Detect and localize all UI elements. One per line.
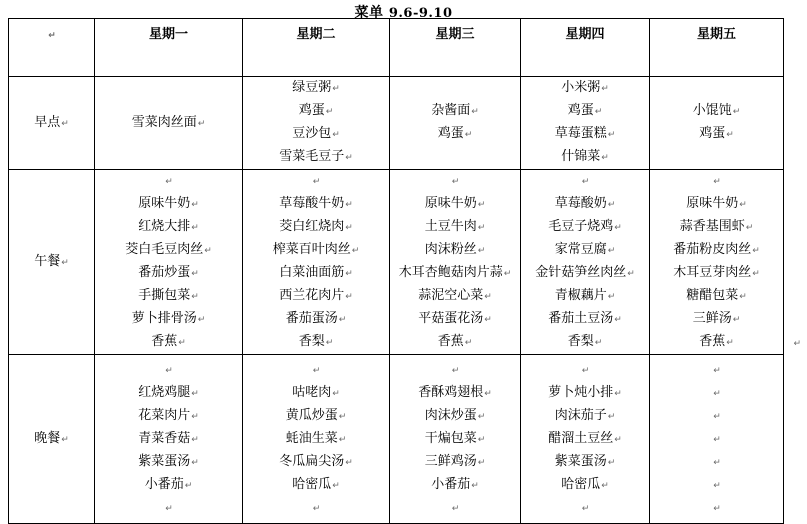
- paragraph-mark: ↵: [345, 269, 353, 279]
- day-header: [95, 19, 243, 77]
- dish-name: 蚝油生菜: [285, 430, 338, 446]
- dish-line: [650, 474, 783, 497]
- menu-cell: [95, 170, 243, 355]
- dish-line: [243, 359, 389, 382]
- dish-name: 紫菜蛋汤: [138, 453, 191, 469]
- dish-line: [521, 497, 649, 520]
- dish-line: [243, 170, 389, 193]
- paragraph-mark: ↵: [581, 177, 590, 187]
- dish-line: [243, 331, 389, 354]
- dish-name: 草莓蛋糕: [554, 126, 607, 141]
- meal-label-cell: [9, 355, 95, 524]
- dish-name: 家常豆腐: [554, 242, 607, 257]
- paragraph-mark: ↵: [345, 153, 353, 163]
- dish-name: 萝卜炖小排: [548, 384, 614, 400]
- dish-line: [521, 382, 649, 405]
- dish-line: [521, 308, 649, 331]
- dish-line: [95, 474, 242, 497]
- paragraph-mark: ↵: [325, 107, 334, 117]
- dish-line: [243, 497, 389, 520]
- dish-name: 鸡蛋: [437, 126, 464, 141]
- header-row: [9, 19, 784, 77]
- meal-label: 早点: [34, 114, 61, 130]
- paragraph-mark: ↵: [165, 503, 173, 514]
- dish-line: [390, 193, 520, 216]
- dish-line: [390, 239, 520, 262]
- meal-label-cell: [9, 77, 95, 170]
- dish-name: 番茄土豆汤: [548, 311, 614, 326]
- paragraph-mark: ↵: [191, 434, 199, 445]
- dish-line: [390, 170, 520, 193]
- dish-name: 蒜香基围虾: [679, 219, 745, 234]
- dish-line: [650, 216, 783, 239]
- paragraph-mark: ↵: [752, 246, 760, 256]
- menu-cell: [390, 355, 521, 524]
- meal-label: 午餐: [34, 253, 61, 269]
- dish-line: [243, 428, 389, 451]
- dish-name: 香酥鸡翅根: [418, 384, 484, 400]
- paragraph-mark: ↵: [312, 503, 321, 514]
- dish-name: 木耳豆芽肉丝: [673, 265, 752, 280]
- dish-name: 西兰花肉片: [279, 288, 345, 303]
- paragraph-mark: ↵: [204, 246, 212, 256]
- corner-cell: [9, 19, 95, 77]
- paragraph-mark: ↵: [184, 480, 193, 491]
- paragraph-mark: ↵: [191, 200, 199, 210]
- paragraph-mark: ↵: [332, 480, 340, 491]
- dish-line: [650, 123, 783, 146]
- paragraph-mark: ↵: [477, 246, 486, 256]
- dish-line: [521, 123, 649, 146]
- dish-line: [650, 497, 783, 520]
- day-header: [243, 19, 390, 77]
- dish-name: 冬瓜扁尖汤: [279, 453, 345, 469]
- dish-line: [521, 262, 649, 285]
- paragraph-mark: ↵: [191, 292, 199, 302]
- dish-line: [521, 405, 649, 428]
- paragraph-mark: ↵: [61, 434, 69, 445]
- dish-line: [390, 262, 520, 285]
- dish-name: 豆沙包: [292, 126, 332, 141]
- paragraph-mark: ↵: [607, 246, 616, 256]
- dish-line: [650, 285, 783, 308]
- dish-line: [243, 382, 389, 405]
- dish-line: [243, 308, 389, 331]
- paragraph-mark: ↵: [332, 388, 340, 399]
- dish-name: 香蕉: [151, 334, 178, 349]
- paragraph-mark: ↵: [451, 365, 460, 376]
- dish-line: [390, 451, 520, 474]
- paragraph-mark: ↵: [713, 457, 721, 468]
- dish-name: 三鲜鸡汤: [424, 453, 477, 469]
- dish-line: [650, 170, 783, 193]
- menu-cell: [650, 170, 784, 355]
- dish-name: 草莓酸奶: [554, 196, 607, 211]
- dish-line: [650, 100, 783, 123]
- paragraph-mark: ↵: [581, 365, 590, 376]
- dish-line: [650, 359, 783, 382]
- dish-line: [95, 451, 242, 474]
- paragraph-mark: ↵: [191, 269, 199, 279]
- paragraph-mark: ↵: [61, 257, 69, 268]
- dish-name: 醋溜土豆丝: [548, 430, 614, 446]
- paragraph-mark: ↵: [752, 269, 760, 279]
- dish-name: 肉沫茄子: [554, 407, 607, 423]
- dish-line: [650, 262, 783, 285]
- dish-name: 小番茄: [431, 476, 471, 492]
- dish-name: 干煸包菜: [424, 430, 477, 446]
- dish-line: [243, 100, 389, 123]
- day-header: [650, 19, 784, 77]
- paragraph-mark: ↵: [503, 269, 512, 279]
- dish-line: [95, 405, 242, 428]
- dish-name: 原味牛奶: [138, 196, 191, 211]
- paragraph-mark: ↵: [471, 480, 479, 491]
- paragraph-mark: ↵: [451, 177, 460, 187]
- paragraph-mark: ↵: [614, 223, 622, 233]
- paragraph-mark: ↵: [713, 480, 721, 491]
- paragraph-mark: ↵: [464, 338, 473, 348]
- dish-line: [390, 428, 520, 451]
- paragraph-mark: ↵: [581, 503, 590, 514]
- dish-line: [650, 428, 783, 451]
- paragraph-mark: ↵: [614, 388, 622, 399]
- dish-name: 鸡蛋: [567, 103, 594, 118]
- dish-name: 咕咾肉: [292, 384, 332, 400]
- paragraph-mark: ↵: [345, 200, 353, 210]
- dish-line: [95, 262, 242, 285]
- paragraph-mark: ↵: [345, 292, 353, 302]
- dish-line: [521, 474, 649, 497]
- paragraph-mark: ↵: [312, 177, 321, 187]
- dish-line: [243, 193, 389, 216]
- paragraph-mark: ↵: [197, 118, 206, 129]
- dish-name: 红烧大排: [138, 219, 191, 234]
- day-header-label: 星期五: [696, 27, 736, 42]
- dish-name: 三鲜汤: [692, 311, 732, 326]
- dish-line: [650, 382, 783, 405]
- paragraph-mark: ↵: [471, 107, 479, 117]
- day-header: [390, 19, 521, 77]
- dish-line: [521, 100, 649, 123]
- paragraph-mark: ↵: [607, 411, 616, 422]
- dish-name: 原味牛奶: [424, 196, 477, 211]
- dish-name: 雪菜毛豆子: [279, 149, 345, 164]
- menu-cell: [243, 170, 390, 355]
- paragraph-mark: ↵: [191, 411, 199, 422]
- paragraph-mark: ↵: [484, 292, 492, 302]
- paragraph-mark: ↵: [325, 338, 334, 348]
- paragraph-mark: ↵: [607, 292, 616, 302]
- dish-name: 绿豆粥: [292, 80, 332, 95]
- paragraph-mark: ↵: [726, 130, 734, 140]
- dish-line: [390, 497, 520, 520]
- paragraph-mark: ↵: [477, 200, 486, 210]
- paragraph-mark: ↵: [484, 315, 492, 325]
- dish-line: [650, 331, 783, 354]
- dish-name: 榨菜百叶肉丝: [272, 242, 351, 257]
- dish-name: 青椒藕片: [554, 288, 607, 303]
- paragraph-mark: ↵: [332, 130, 340, 140]
- paragraph-mark: ↵: [607, 457, 616, 468]
- dish-name: 鸡蛋: [298, 103, 325, 118]
- paragraph-mark: ↵: [607, 130, 616, 140]
- row-end-mark: ↵: [793, 339, 801, 349]
- paragraph-mark: ↵: [713, 365, 721, 376]
- dish-name: 小番茄: [144, 476, 184, 492]
- dish-name: 土豆牛肉: [424, 219, 477, 234]
- dish-line: [95, 497, 242, 520]
- dish-name: 肉沫炒蛋: [424, 407, 477, 423]
- dish-name: 番茄炒蛋: [138, 265, 191, 280]
- dish-line: [390, 308, 520, 331]
- dish-name: 小米粥: [561, 80, 601, 95]
- dish-line: [650, 193, 783, 216]
- menu-cell: [521, 77, 650, 170]
- dish-line: [95, 428, 242, 451]
- dish-name: 香蕉: [437, 334, 464, 349]
- dish-name: 香蕉: [699, 334, 726, 349]
- dish-line: [95, 331, 242, 354]
- dish-line: [521, 77, 649, 100]
- day-header-label: 星期四: [565, 27, 605, 42]
- dish-line: [390, 285, 520, 308]
- dish-line: [243, 474, 389, 497]
- menu-title-text: 菜单: [354, 5, 384, 21]
- paragraph-mark: ↵: [607, 200, 616, 210]
- paragraph-mark: ↵: [713, 388, 721, 399]
- dish-name: 紫菜蛋汤: [554, 453, 607, 469]
- dish-line: [521, 193, 649, 216]
- paragraph-mark: ↵: [332, 84, 340, 94]
- dish-line: [521, 428, 649, 451]
- paragraph-mark: ↵: [477, 411, 486, 422]
- dish-line: [390, 100, 520, 123]
- dish-name: 青菜香菇: [138, 430, 191, 446]
- dish-name: 金针菇笋丝肉丝: [535, 265, 627, 280]
- dish-name: 毛豆子烧鸡: [548, 219, 614, 234]
- paragraph-mark: ↵: [739, 292, 747, 302]
- paragraph-mark: ↵: [165, 365, 173, 376]
- dish-line: [95, 382, 242, 405]
- dish-name: 黄瓜炒蛋: [285, 407, 338, 423]
- dish-name: 原味牛奶: [686, 196, 739, 211]
- day-header-label: 星期一: [148, 27, 188, 42]
- paragraph-mark: ↵: [477, 434, 486, 445]
- dish-line: [521, 331, 649, 354]
- paragraph-mark: ↵: [178, 338, 186, 348]
- menu-cell: [95, 77, 243, 170]
- dish-name: 蒜泥空心菜: [418, 288, 484, 303]
- paragraph-mark: ↵: [464, 130, 473, 140]
- menu-cell: [650, 355, 784, 524]
- paragraph-mark: ↵: [713, 434, 721, 445]
- dish-line: [95, 112, 242, 135]
- paragraph-mark: ↵: [338, 411, 347, 422]
- dish-name: 番茄粉皮肉丝: [673, 242, 752, 257]
- paragraph-mark: ↵: [451, 503, 460, 514]
- dish-name: 香梨: [298, 334, 325, 349]
- paragraph-mark: ↵: [627, 269, 635, 279]
- dish-line: [95, 170, 242, 193]
- dish-line: [95, 216, 242, 239]
- dish-line: [521, 451, 649, 474]
- dish-name: 哈密瓜: [292, 476, 332, 492]
- paragraph-mark: ↵: [713, 503, 721, 514]
- dish-line: [95, 308, 242, 331]
- dish-name: 萝卜排骨汤: [131, 311, 197, 326]
- dish-name: 哈密瓜: [561, 476, 601, 492]
- meal-label: 晚餐: [34, 430, 61, 446]
- dish-line: [243, 146, 389, 169]
- dish-line: [95, 239, 242, 262]
- dish-line: [390, 123, 520, 146]
- dish-line: [243, 405, 389, 428]
- paragraph-mark: ↵: [351, 246, 360, 256]
- dish-line: [390, 216, 520, 239]
- paragraph-mark: ↵: [338, 315, 347, 325]
- dish-line: [650, 405, 783, 428]
- paragraph-mark: ↵: [601, 84, 609, 94]
- dish-name: 糖醋包菜: [686, 288, 739, 303]
- dish-line: [243, 239, 389, 262]
- dish-name: 茭白红烧肉: [279, 219, 345, 234]
- paragraph-mark: ↵: [726, 338, 734, 348]
- paragraph-mark: ↵: [312, 365, 321, 376]
- dish-line: [95, 193, 242, 216]
- dish-line: [243, 285, 389, 308]
- dish-line: [243, 216, 389, 239]
- paragraph-mark: ↵: [614, 434, 622, 445]
- dish-name: 雪菜肉丝面: [131, 114, 197, 130]
- paragraph-mark: ↵: [191, 388, 199, 399]
- paragraph-mark: ↵: [61, 118, 69, 129]
- dish-line: [243, 123, 389, 146]
- dish-name: 番茄蛋汤: [285, 311, 338, 326]
- menu-cell: [243, 77, 390, 170]
- day-header-label: 星期二: [296, 27, 336, 42]
- dish-name: 平菇蛋花汤: [418, 311, 484, 326]
- paragraph-mark: ↵: [191, 223, 199, 233]
- dish-line: [243, 77, 389, 100]
- dish-line: [390, 474, 520, 497]
- meal-row: [9, 77, 784, 170]
- paragraph-mark: ↵: [345, 457, 353, 468]
- paragraph-mark: ↵: [614, 315, 622, 325]
- dish-name: 杂酱面: [431, 103, 471, 118]
- dish-name: 草莓酸牛奶: [279, 196, 345, 211]
- dish-name: 香梨: [567, 334, 594, 349]
- menu-cell: [521, 355, 650, 524]
- dish-line: [650, 451, 783, 474]
- paragraph-mark: ↵: [477, 223, 486, 233]
- menu-title-dates: 9.6-9.10: [388, 6, 453, 21]
- dish-name: 手撕包菜: [138, 288, 191, 303]
- dish-line: [243, 262, 389, 285]
- meal-label-cell: [9, 170, 95, 355]
- dish-line: [390, 382, 520, 405]
- paragraph-mark: ↵: [484, 388, 492, 399]
- menu-cell: [390, 170, 521, 355]
- dish-line: [521, 170, 649, 193]
- meal-row: [9, 355, 784, 524]
- menu-cell: [650, 77, 784, 170]
- dish-line: [390, 331, 520, 354]
- menu-cell: [521, 170, 650, 355]
- paragraph-mark: ↵: [338, 434, 347, 445]
- paragraph-mark: ↵: [713, 411, 721, 422]
- dish-line: [243, 451, 389, 474]
- dish-line: [95, 285, 242, 308]
- paragraph-mark: ↵: [732, 107, 741, 117]
- dish-name: 白菜油面筋: [279, 265, 345, 280]
- dish-name: 茭白毛豆肉丝: [125, 242, 204, 257]
- paragraph-mark: ↵: [713, 177, 721, 187]
- day-header-label: 星期三: [435, 27, 475, 42]
- paragraph-mark: ↵: [594, 107, 603, 117]
- dish-line: [650, 239, 783, 262]
- menu-cell: [243, 355, 390, 524]
- dish-name: 鸡蛋: [699, 126, 726, 141]
- dish-line: [521, 285, 649, 308]
- paragraph-mark: ↵: [601, 153, 609, 163]
- dish-name: 小馄饨: [692, 103, 732, 118]
- paragraph-mark: ↵: [197, 315, 206, 325]
- paragraph-mark: ↵: [165, 177, 173, 187]
- dish-line: [521, 146, 649, 169]
- paragraph-mark: ↵: [191, 457, 199, 468]
- paragraph-mark: ↵: [594, 338, 603, 348]
- dish-name: 什锦菜: [561, 149, 601, 164]
- dish-line: [390, 359, 520, 382]
- paragraph-mark: ↵: [601, 480, 609, 491]
- paragraph-mark: ↵: [732, 315, 741, 325]
- menu-table: [8, 18, 784, 524]
- paragraph-mark: ↵: [477, 457, 486, 468]
- paragraph-mark: ↵: [48, 31, 56, 41]
- day-header: [521, 19, 650, 77]
- paragraph-mark: ↵: [345, 223, 353, 233]
- paragraph-mark: ↵: [745, 223, 754, 233]
- dish-line: [521, 359, 649, 382]
- dish-name: 红烧鸡腿: [138, 384, 191, 400]
- paragraph-mark: ↵: [739, 200, 747, 210]
- dish-line: [521, 239, 649, 262]
- menu-cell: [390, 77, 521, 170]
- dish-name: 木耳杏鲍菇肉片蒜: [398, 265, 503, 280]
- dish-name: 花菜肉片: [138, 407, 191, 423]
- menu-cell: [95, 355, 243, 524]
- meal-row: [9, 170, 784, 355]
- dish-line: [521, 216, 649, 239]
- dish-line: [390, 405, 520, 428]
- dish-name: 肉沫粉丝: [424, 242, 477, 257]
- dish-line: [95, 359, 242, 382]
- dish-line: [650, 308, 783, 331]
